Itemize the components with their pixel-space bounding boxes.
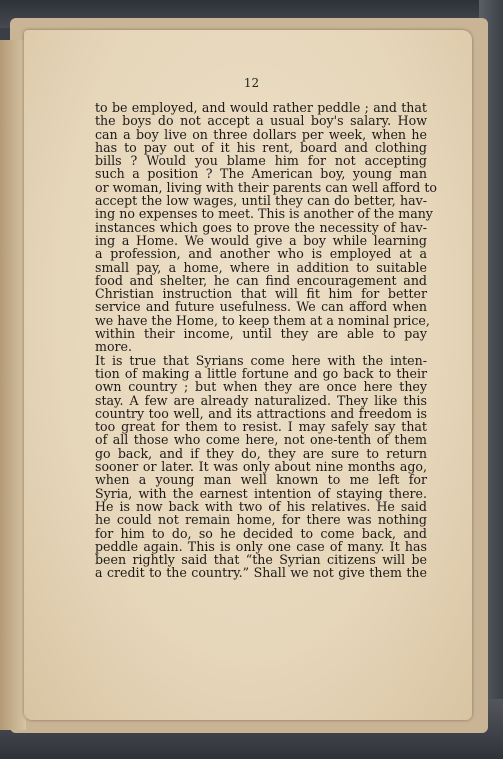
text-line: he could not remain home, for there was nothing	[95, 512, 427, 528]
text-line: own country ; but when they are once here they	[95, 379, 427, 395]
text-line: instances which goes to prove the necessity of hav-	[95, 219, 427, 235]
text-line: can a boy live on three dollars per week, when he	[95, 126, 427, 142]
text-line: to be employed, and would rather peddle ; and that	[95, 100, 427, 115]
text-line: Christian instruction that will fit him for better	[95, 286, 427, 302]
text-line: more.	[95, 339, 133, 355]
page-stack-left-edge	[0, 40, 26, 730]
page-text-body	[95, 100, 437, 581]
text-line: of all those who come here, not one-tenth of them	[95, 432, 427, 448]
text-line: a profession, and another who is employed at a	[95, 246, 427, 262]
text-line: small pay, a home, where in addition to suitable	[95, 259, 427, 275]
text-line: accept the low wages, until they can do better, hav-	[95, 193, 427, 209]
text-line: ing no expenses to meet. This is another of the many	[95, 206, 433, 222]
text-line: ing a Home. We would give a boy while learning	[95, 232, 427, 248]
text-line: a credit to the country.” Shall we not give them the	[95, 565, 427, 581]
text-line: the boys do not accept a usual boy's salary. How	[95, 113, 427, 129]
text-line: such a position ? The American boy, young man	[95, 166, 427, 182]
text-line: stay. A few are already naturalized. They like this	[95, 392, 427, 408]
text-line: for him to do, so he decided to come back, and	[95, 525, 427, 541]
text-line: bills ? Would you blame him for not accepting	[95, 153, 427, 169]
text-line: service and future usefulness. We can afford when	[95, 299, 427, 315]
text-line: within their income, until they are able to pay	[95, 326, 427, 342]
text-line: we have the Home, to keep them at a nominal price,	[95, 312, 430, 328]
text-line: It is true that Syrians come here with the inten-	[95, 352, 427, 368]
text-line: or woman, living with their parents can well afford to	[95, 179, 437, 195]
text-line: country too well, and its attractions and freedom is	[95, 405, 427, 421]
page-number: 12	[243, 76, 260, 90]
text-line: food and shelter, he can find encouragement and	[95, 272, 427, 288]
text-line: go back, and if they do, they are sure to return	[95, 445, 427, 461]
text-line: tion of making a little fortune and go back to their	[95, 365, 427, 381]
text-line: He is now back with two of his relatives. He said	[95, 498, 427, 514]
text-line: been rightly said that “the Syrian citizens will be	[95, 552, 427, 568]
text-line: too great for them to resist. I may safely say that	[95, 419, 427, 435]
text-line: peddle again. This is only one case of many. It has	[95, 538, 427, 554]
text-line: Syria, with the earnest intention of staying there.	[95, 485, 427, 501]
text-line: has to pay out of it his rent, board and clothing	[95, 139, 427, 155]
text-line: sooner or later. It was only about nine months ago,	[95, 459, 427, 475]
text-line: when a young man well known to me left for	[95, 472, 427, 488]
